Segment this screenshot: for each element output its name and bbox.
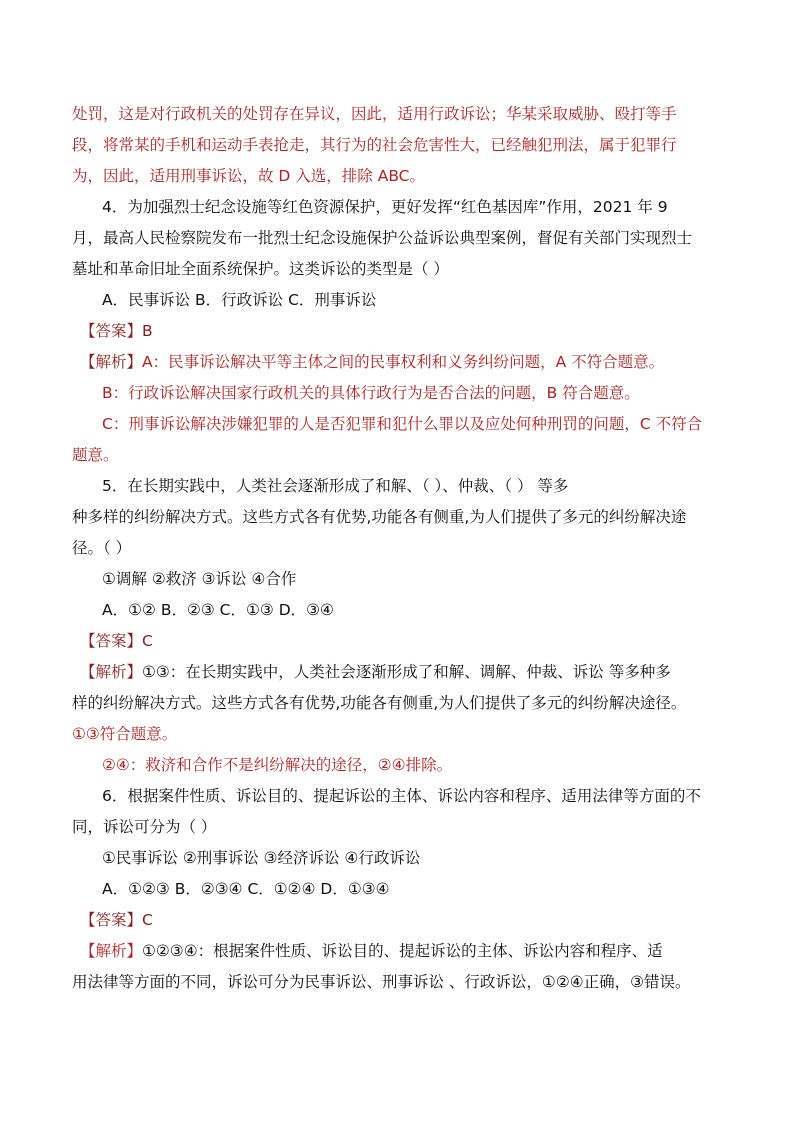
q6-stem-line-1: 6．根据案件性质、诉讼目的、提起诉讼的主体、诉讼内容和程序、适用法律等方面的不 — [102, 787, 701, 805]
analysis-tag: 【解析】 — [80, 663, 143, 681]
q4-stem-line-1: 4．为加强烈士纪念设施等红色资源保护，更好发挥“红色基因库”作用，2021 年 9 — [102, 198, 668, 216]
q5-analysis-line-3: ①③符合题意。 — [72, 725, 178, 743]
answer-value: C — [142, 911, 153, 929]
q6-answer — [80, 910, 153, 930]
answer-tag: 【答案】 — [80, 632, 143, 650]
q5-analysis-line-4: ②④：救济和合作不是纠纷解决的途径，②④排除。 — [102, 756, 453, 774]
q4-options: A．民事诉讼 B．行政诉讼 C．刑事诉讼 — [102, 291, 377, 309]
answer-value: B — [142, 322, 153, 340]
q5-stem-line-1: 5．在长期实践中，人类社会逐渐形成了和解、（ ）、仲裁、（ ） 等多 — [102, 477, 569, 495]
analysis-text: ①②③④：根据案件性质、诉讼目的、提起诉讼的主体、诉讼内容和程序、适 — [142, 942, 663, 960]
q6-choices: ①民事诉讼 ②刑事诉讼 ③经济诉讼 ④行政诉讼 — [102, 849, 421, 867]
q5-options: A．①② B．②③ C．①③ D．③④ — [102, 601, 334, 619]
q5-stem-line-3: 径。（ ） — [72, 539, 132, 557]
analysis-tag: 【解析】 — [80, 353, 143, 371]
analysis-text: A：民事诉讼解决平等主体之间的民事权利和义务纠纷问题，A 不符合题意。 — [142, 353, 665, 371]
answer-tag: 【答案】 — [80, 911, 143, 929]
prev-explanation-line-2: 段，将常某的手机和运动手表抢走，其行为的社会危害性大，已经触犯刑法，属于犯罪行 — [72, 136, 677, 154]
q4-analysis-line-2: B：行政诉讼解决国家行政机关的具体行政行为是否合法的问题，B 符合题意。 — [102, 384, 640, 402]
q4-stem-line-3: 墓址和革命旧址全面系统保护。这类诉讼的类型是（ ） — [72, 260, 449, 278]
prev-explanation-line-1: 处罚，这是对行政机关的处罚存在异议，因此，适用行政诉讼；华某采取威胁、殴打等手 — [72, 105, 677, 123]
q6-analysis-line-2: 用法律等方面的不同，诉讼可分为民事诉讼、刑事诉讼 、行政诉讼，①②④正确，③错误。 — [72, 973, 691, 991]
q5-analysis-line-2: 样的纠纷解决方式。这些方式各有优势,功能各有侧重,为人们提供了多元的纠纷解决途径。 — [72, 694, 687, 712]
q4-analysis-line-3: C：刑事诉讼解决涉嫌犯罪的人是否犯罪和犯什么罪以及应处何种刑罚的问题，C 不符合 — [102, 415, 703, 433]
q4-stem-line-2: 月，最高人民检察院发布一批烈士纪念设施保护公益诉讼典型案例，督促有关部门实现烈士 — [72, 229, 693, 247]
answer-tag: 【答案】 — [80, 322, 143, 340]
q5-analysis-line-1 — [80, 662, 671, 682]
q5-stem-line-2: 种多样的纠纷解决方式。这些方式各有优势,功能各有侧重,为人们提供了多元的纠纷解决途 — [72, 508, 687, 526]
q5-answer — [80, 631, 153, 651]
q4-analysis-line-4: 题意。 — [72, 446, 119, 464]
q5-choices: ①调解 ②救济 ③诉讼 ④合作 — [102, 570, 297, 588]
q6-analysis-line-1 — [80, 941, 663, 961]
prev-explanation-line-3: 为，因此，适用刑事诉讼，故 D 入选，排除 ABC。 — [72, 167, 426, 185]
q4-answer — [80, 321, 153, 341]
q4-analysis-line-1 — [80, 352, 664, 372]
q6-stem-line-2: 同，诉讼可分为（ ） — [72, 818, 217, 836]
analysis-text: ①③：在长期实践中，人类社会逐渐形成了和解、调解、仲裁、诉讼 等多种多 — [142, 663, 671, 681]
answer-value: C — [142, 632, 153, 650]
q6-options: A．①②③ B．②③④ C．①②④ D．①③④ — [102, 880, 390, 898]
analysis-tag: 【解析】 — [80, 942, 143, 960]
